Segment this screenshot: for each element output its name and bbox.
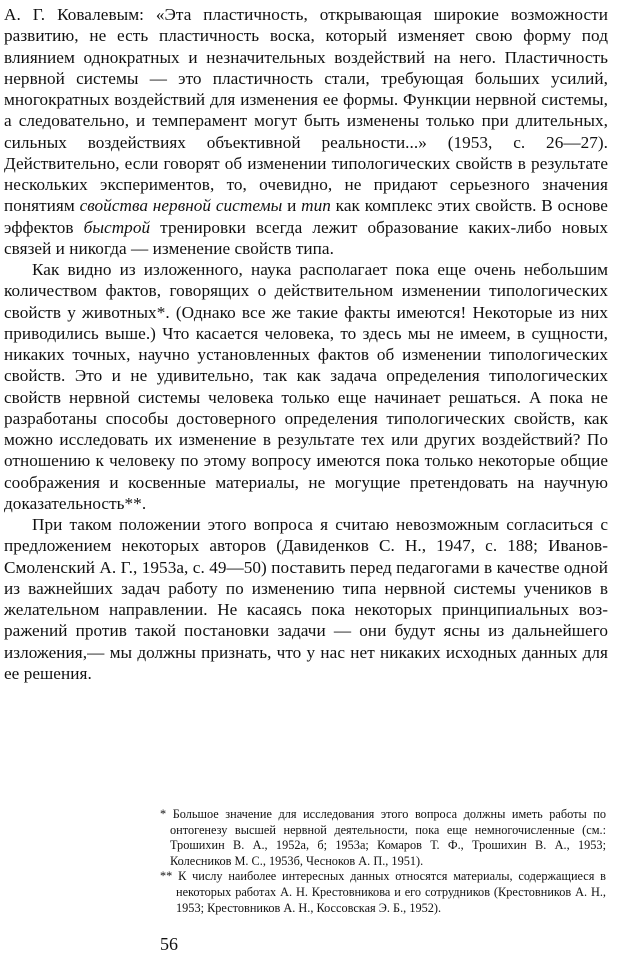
text-run: Как видно из изложенного, наука располагает пока еще очень небольшим количеством фактов, говорящих о действительном изменении типологических свойств у животных*. (Однако все же такие факты имеются! Некоторые из них приводились выше.) Что касается человека, то здесь мы не имеем, в сущности, никаких точных, научно установленных фактов об изменении типологических свойств. Это и не удивительно, так как задача определения типологических свойств нервной системы человека только еще начинает решаться. А пока не разработаны способы достоверного определения типологических свойств, как можно исследовать их изменение в результате тех или других воздействий? По отношению к человеку по этому вопросу имеются пока только некоторые общие соображения и косвенные материалы, не могущие претендовать на научную доказательность**. <box>4 260 608 513</box>
paragraph <box>4 259 608 514</box>
text-run: и <box>282 196 302 216</box>
text-run: тренировки всегда лежит образование каких-либо новых связей и никогда — изменение свойств типа. <box>4 217 608 258</box>
italic-term: тип <box>301 196 331 216</box>
italic-term: быстрой <box>83 217 151 237</box>
text-run: как комплекс этих свойств. В основе эффектов <box>4 196 608 237</box>
italic-term: свойства нервной системы <box>79 196 283 216</box>
paragraph <box>4 4 608 259</box>
page-number: 56 <box>160 934 178 954</box>
footnote: * Большое значение для исследования этого вопроса должны иметь работы по онтогенезу высшей нервной деятельности, пока еще немногочисленные (см.: Трошихин В. А., 1952а, б; 1953а; Комаров Т. Ф., Трошихин В. А., 1953; Колесников М. С., 1953б, Чесноков А. П., 1951). <box>160 807 606 868</box>
paragraph <box>4 514 608 684</box>
text-run: А. Г. Ковалевым: «Эта пластичность, открывающая широкие возможности развитию, не есть пластичность воска, который изменяет свою форму под влиянием однократных и незначительных воздействий на него. Пластичность нервной системы — это пластичность стали, требующая больших усилий, многократных воздействий для изменения ее формы. Функции нервной системы, а следовательно, и темперамент могут быть изменены только при длительных, сильных воздействиях объективной реальности...» (1953, с. 26—27). Действительно, если говорят об изменении типологических свойств в результате нескольких экспериментов, то, очевидно, не придают серьезного значения понятиям <box>4 5 608 216</box>
main-text <box>4 4 608 684</box>
footnote: ** К числу наиболее интересных данных относятся материалы, содержащиеся в некоторых работах А. Н. Крестовникова и его сотрудников (Крестовников А. Н., 1953; Крестовников А. Н., Коссовская Э. Б., 1952). <box>160 869 606 915</box>
text-run: При таком положении этого вопроса я считаю невозможным согласиться с предложением некоторых авторов (Давиденков С. Н., 1947, с. 188; Иванов-Смоленский А. Г., 1953а, с. 49—50) поставить перед педагогами в качестве одной из важнейших задач работу по изменению типа нервной системы учеников в желательном направлении. Не касаясь пока некоторых принципиальных возражений против такой постановки задачи — они будут ясны из дальнейшего изложения,— мы должны признать, что у нас нет никаких исходных данных для ее решения. <box>4 515 608 683</box>
footnotes <box>160 807 606 916</box>
